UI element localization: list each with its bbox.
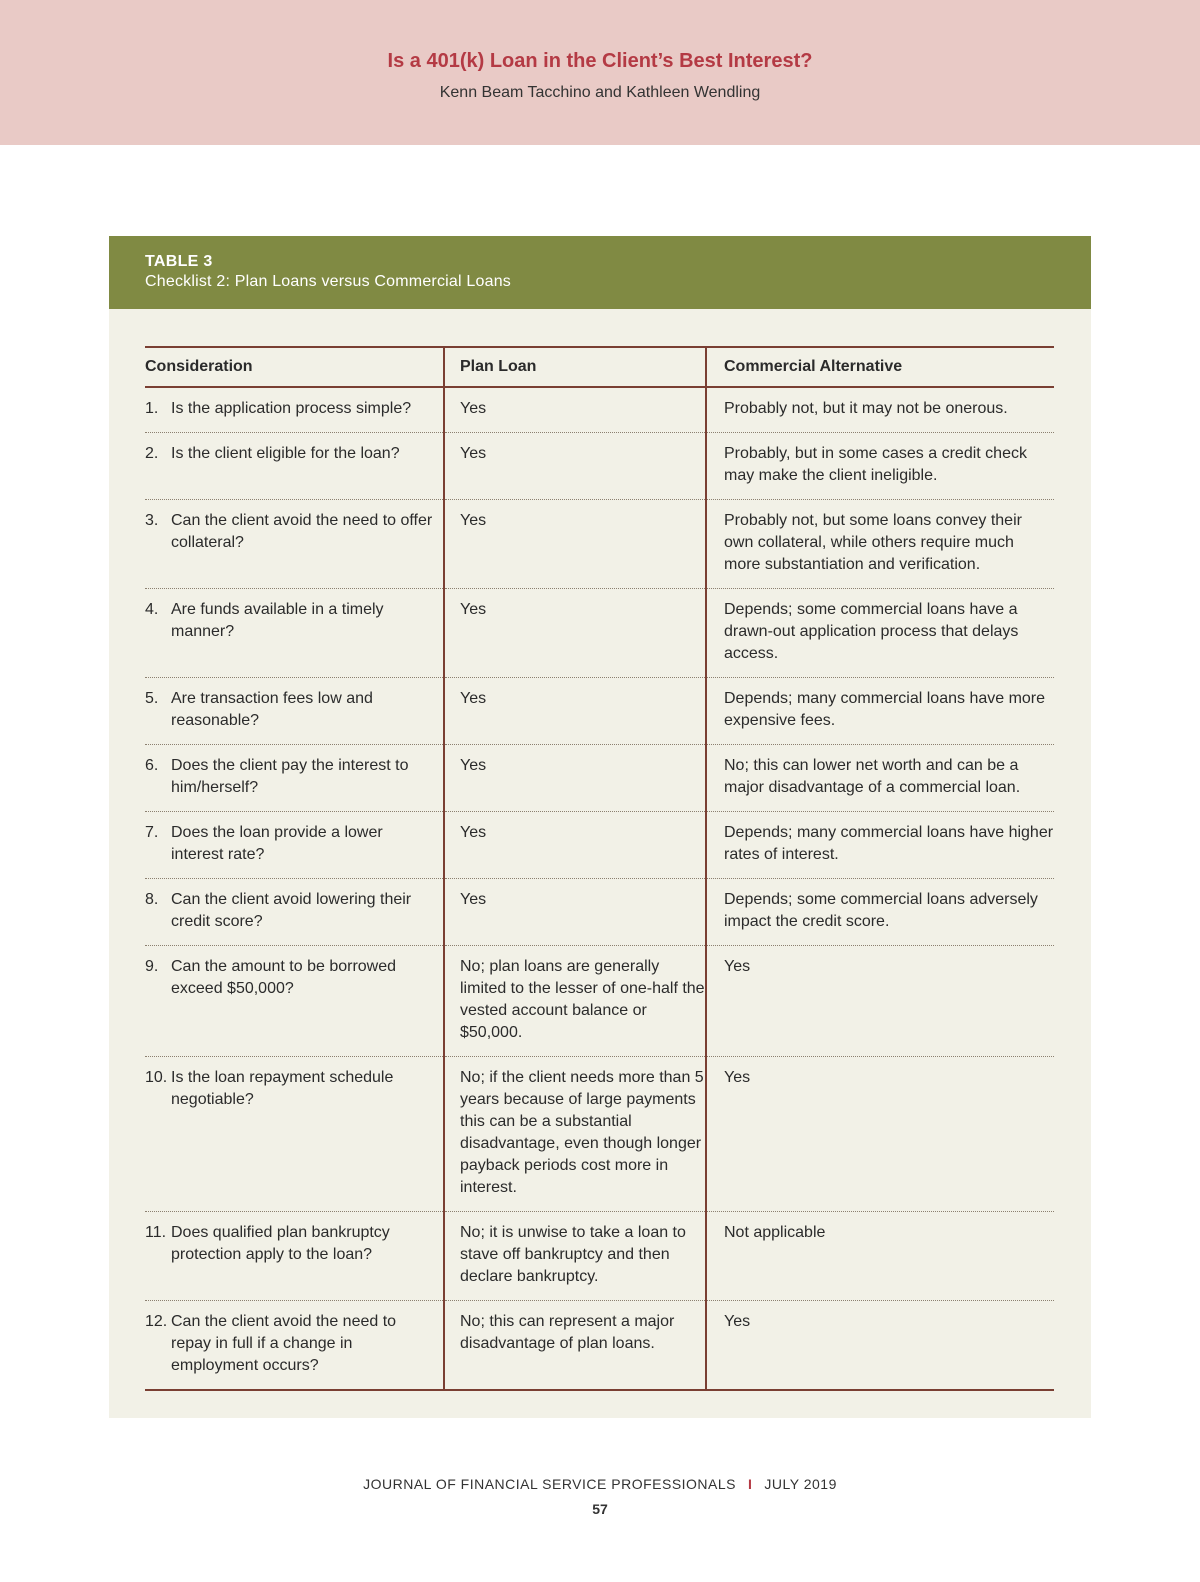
consideration-cell xyxy=(145,1057,444,1212)
question-text: Can the client avoid the need to repay in full if a change in employment occurs? xyxy=(171,1313,397,1374)
table-row xyxy=(145,387,1054,433)
question xyxy=(145,822,443,866)
plan-loan-cell: Yes xyxy=(444,812,706,879)
question-number: 3. xyxy=(145,512,159,529)
question-number: 12. xyxy=(145,1313,168,1330)
table-row xyxy=(145,812,1054,879)
table-row xyxy=(145,879,1054,946)
question-number: 4. xyxy=(145,601,159,618)
question-number: 11. xyxy=(145,1224,167,1241)
question-text: Is the application process simple? xyxy=(171,400,412,417)
question-number: 2. xyxy=(145,445,159,462)
question xyxy=(145,956,443,1000)
plan-loan-cell: Yes xyxy=(444,433,706,500)
table-panel xyxy=(109,236,1091,1418)
table-row xyxy=(145,433,1054,500)
question xyxy=(145,1311,443,1377)
plan-loan-cell: Yes xyxy=(444,745,706,812)
plan-loan-cell: Yes xyxy=(444,879,706,946)
question-number: 6. xyxy=(145,757,159,774)
question-text: Does qualified plan bankruptcy protection apply to the loan? xyxy=(171,1224,390,1263)
article-title: Is a 401(k) Loan in the Client’s Best Interest? xyxy=(387,50,813,72)
commercial-alternative-cell: Not applicable xyxy=(706,1212,1054,1301)
table-row xyxy=(145,500,1054,589)
table-row xyxy=(145,1057,1054,1212)
question xyxy=(145,599,443,643)
table-row xyxy=(145,1212,1054,1301)
commercial-alternative-cell: Depends; many commercial loans have more expensive fees. xyxy=(706,678,1054,745)
column-header-plan-loan: Plan Loan xyxy=(444,347,706,387)
table-caption: Checklist 2: Plan Loans versus Commercial Loans xyxy=(145,273,512,290)
plan-loan-cell: Yes xyxy=(444,589,706,678)
table-header-row xyxy=(145,347,1054,387)
question xyxy=(145,510,443,554)
question-text: Can the client avoid the need to offer collateral? xyxy=(171,512,433,551)
table-row xyxy=(145,1301,1054,1391)
plan-loan-cell: No; if the client needs more than 5 years because of large payments this can be a substantial disadvantage, even though longer payback periods cost more in interest. xyxy=(444,1057,706,1212)
page-number: 57 xyxy=(592,1501,608,1517)
question xyxy=(145,443,443,465)
consideration-cell xyxy=(145,500,444,589)
commercial-alternative-cell: Probably, but in some cases a credit check may make the client ineligible. xyxy=(706,433,1054,500)
checklist-table xyxy=(145,346,1054,1391)
question xyxy=(145,1222,443,1266)
consideration-cell xyxy=(145,433,444,500)
table-body xyxy=(145,387,1054,1390)
article-header-banner xyxy=(0,0,1200,145)
commercial-alternative-cell: Probably not, but some loans convey their own collateral, while others require much more substantiation and verification. xyxy=(706,500,1054,589)
plan-loan-cell: No; this can represent a major disadvantage of plan loans. xyxy=(444,1301,706,1391)
question-number: 9. xyxy=(145,958,159,975)
commercial-alternative-cell: No; this can lower net worth and can be a major disadvantage of a commercial loan. xyxy=(706,745,1054,812)
commercial-alternative-cell: Yes xyxy=(706,1301,1054,1391)
question-text: Is the loan repayment schedule negotiable? xyxy=(171,1069,394,1108)
article-authors: Kenn Beam Tacchino and Kathleen Wendling xyxy=(439,84,761,101)
consideration-cell xyxy=(145,879,444,946)
question-number: 1. xyxy=(145,400,159,417)
commercial-alternative-cell: Probably not, but it may not be onerous. xyxy=(724,400,1008,417)
consideration-cell xyxy=(145,678,444,745)
plan-loan-cell: No; it is unwise to take a loan to stave off bankruptcy and then declare bankruptcy. xyxy=(444,1212,706,1301)
consideration-cell xyxy=(145,387,444,433)
commercial-alternative-cell: Depends; many commercial loans have higher rates of interest. xyxy=(706,812,1054,879)
consideration-cell xyxy=(145,589,444,678)
question xyxy=(145,688,443,732)
journal-name: JOURNAL OF FINANCIAL SERVICE PROFESSIONALS xyxy=(363,1476,737,1492)
question-text: Are transaction fees low and reasonable? xyxy=(171,690,373,729)
commercial-alternative-cell: Yes xyxy=(706,1057,1054,1212)
question-number: 8. xyxy=(145,891,159,908)
commercial-alternative-cell: Yes xyxy=(706,946,1054,1057)
question xyxy=(145,398,443,420)
plan-loan-cell: No; plan loans are generally limited to the lesser of one-half the vested account balance or $50,000. xyxy=(444,946,706,1057)
consideration-cell xyxy=(145,812,444,879)
issue-date: JULY 2019 xyxy=(764,1476,837,1492)
table-row xyxy=(145,678,1054,745)
consideration-cell xyxy=(145,946,444,1057)
question-number: 10. xyxy=(145,1069,168,1086)
column-header-commercial-alternative: Commercial Alternative xyxy=(706,347,1054,387)
question xyxy=(145,1067,443,1111)
commercial-alternative-cell: Depends; some commercial loans adversely impact the credit score. xyxy=(706,879,1054,946)
question xyxy=(145,889,443,933)
consideration-cell xyxy=(145,1212,444,1301)
footer-separator: I xyxy=(748,1476,753,1492)
question-text: Can the client avoid lowering their credit score? xyxy=(171,891,412,930)
commercial-alternative-cell: Depends; some commercial loans have a drawn-out application process that delays access. xyxy=(706,589,1054,678)
table-row xyxy=(145,745,1054,812)
question-text: Are funds available in a timely manner? xyxy=(171,601,384,640)
table-number: TABLE 3 xyxy=(145,253,213,270)
table-header-bar xyxy=(109,236,1091,309)
plan-loan-cell: Yes xyxy=(444,500,706,589)
question-text: Is the client eligible for the loan? xyxy=(171,445,400,462)
question-number: 5. xyxy=(145,690,159,707)
consideration-cell xyxy=(145,745,444,812)
question-text: Can the amount to be borrowed exceed $50,000? xyxy=(171,958,397,997)
table-row xyxy=(145,589,1054,678)
plan-loan-cell: Yes xyxy=(444,387,706,433)
question-text: Does the loan provide a lower interest rate? xyxy=(171,824,383,863)
footer-journal-line xyxy=(0,1476,1200,1492)
consideration-cell xyxy=(145,1301,444,1391)
question xyxy=(145,755,443,799)
table-row xyxy=(145,946,1054,1057)
question-text: Does the client pay the interest to him/herself? xyxy=(171,757,409,796)
plan-loan-cell: Yes xyxy=(444,678,706,745)
column-header-consideration: Consideration xyxy=(145,347,444,387)
question-number: 7. xyxy=(145,824,159,841)
